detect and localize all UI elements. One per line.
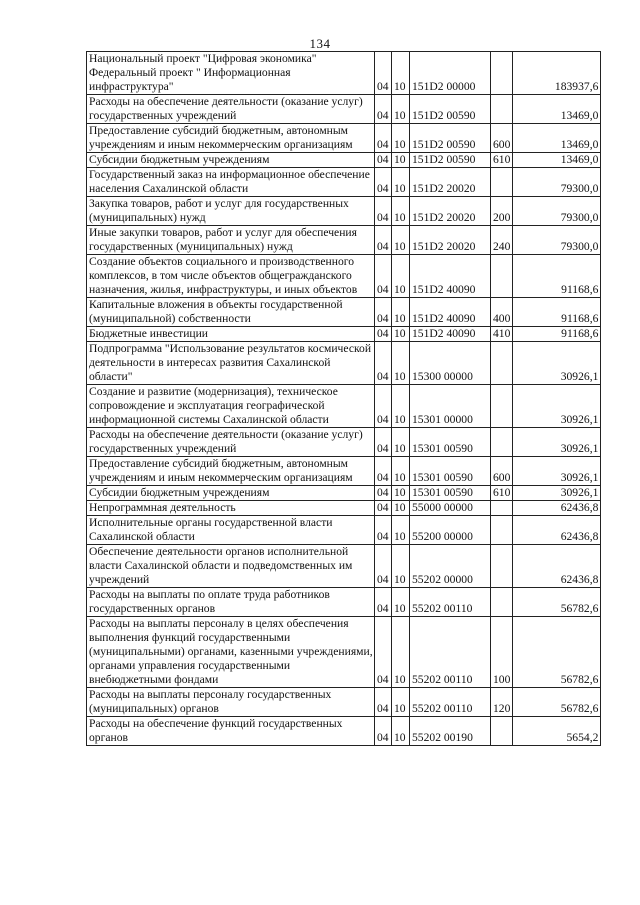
expense-name-cell: Иные закупки товаров, работ и услуг для обеспечения государственных (муниципальных) нужд — [87, 226, 375, 255]
target-article-cell: 151D2 00590 — [410, 124, 491, 153]
amount-cell: 30926,1 — [513, 428, 601, 457]
section-code-cell: 04 — [375, 124, 392, 153]
table-row — [87, 298, 601, 327]
amount-cell: 91168,6 — [513, 298, 601, 327]
table-row — [87, 226, 601, 255]
section-code-cell: 04 — [375, 717, 392, 746]
amount-cell: 91168,6 — [513, 327, 601, 342]
table-row — [87, 428, 601, 457]
expense-type-cell — [491, 501, 513, 516]
expense-type-cell: 120 — [491, 688, 513, 717]
expense-name-cell: Субсидии бюджетным учреждениям — [87, 153, 375, 168]
subsection-code-cell: 10 — [392, 52, 410, 95]
amount-cell: 91168,6 — [513, 255, 601, 298]
subsection-code-cell: 10 — [392, 617, 410, 688]
section-code-cell: 04 — [375, 385, 392, 428]
table-row — [87, 327, 601, 342]
expense-type-cell: 200 — [491, 197, 513, 226]
subsection-code-cell: 10 — [392, 95, 410, 124]
subsection-code-cell: 10 — [392, 298, 410, 327]
subsection-code-cell: 10 — [392, 255, 410, 298]
section-code-cell: 04 — [375, 501, 392, 516]
expense-type-cell — [491, 516, 513, 545]
expense-name-cell: Капитальные вложения в объекты государственной (муниципальной) собственности — [87, 298, 375, 327]
expense-type-cell: 410 — [491, 327, 513, 342]
table-row — [87, 516, 601, 545]
amount-cell: 56782,6 — [513, 588, 601, 617]
table-row — [87, 197, 601, 226]
section-code-cell: 04 — [375, 327, 392, 342]
amount-cell: 79300,0 — [513, 197, 601, 226]
section-code-cell: 04 — [375, 486, 392, 501]
subsection-code-cell: 10 — [392, 197, 410, 226]
target-article-cell: 151D2 20020 — [410, 168, 491, 197]
expense-name-cell: Обеспечение деятельности органов исполнительной власти Сахалинской области и подведомственных им учреждений — [87, 545, 375, 588]
subsection-code-cell: 10 — [392, 226, 410, 255]
target-article-cell: 151D2 40090 — [410, 298, 491, 327]
target-article-cell: 151D2 00590 — [410, 153, 491, 168]
amount-cell: 30926,1 — [513, 457, 601, 486]
expense-type-cell — [491, 255, 513, 298]
subsection-code-cell: 10 — [392, 457, 410, 486]
amount-cell: 30926,1 — [513, 385, 601, 428]
target-article-cell: 15301 00000 — [410, 385, 491, 428]
amount-cell: 30926,1 — [513, 486, 601, 501]
subsection-code-cell: 10 — [392, 168, 410, 197]
expense-name-cell: Предоставление субсидий бюджетным, автономным учреждениям и иным некоммерческим организациям — [87, 457, 375, 486]
section-code-cell: 04 — [375, 197, 392, 226]
subsection-code-cell: 10 — [392, 588, 410, 617]
table-row — [87, 52, 601, 95]
expense-name-cell: Создание и развитие (модернизация), техническое сопровождение и эксплуатация географической информационной системы Сахалинской области — [87, 385, 375, 428]
subsection-code-cell: 10 — [392, 153, 410, 168]
expense-name-cell: Закупка товаров, работ и услуг для государственных (муниципальных) нужд — [87, 197, 375, 226]
target-article-cell: 15301 00590 — [410, 428, 491, 457]
amount-cell: 183937,6 — [513, 52, 601, 95]
expense-name-cell: Расходы на выплаты персоналу государственных (муниципальных) органов — [87, 688, 375, 717]
target-article-cell: 151D2 40090 — [410, 327, 491, 342]
table-row — [87, 342, 601, 385]
table-row — [87, 486, 601, 501]
section-code-cell: 04 — [375, 298, 392, 327]
target-article-cell: 55202 00000 — [410, 545, 491, 588]
expense-type-cell: 100 — [491, 617, 513, 688]
expense-type-cell: 610 — [491, 153, 513, 168]
expense-name-cell: Расходы на обеспечение функций государственных органов — [87, 717, 375, 746]
subsection-code-cell: 10 — [392, 516, 410, 545]
section-code-cell: 04 — [375, 588, 392, 617]
amount-cell: 30926,1 — [513, 342, 601, 385]
table-row — [87, 95, 601, 124]
expense-type-cell: 600 — [491, 124, 513, 153]
section-code-cell: 04 — [375, 457, 392, 486]
page-number: 134 — [309, 36, 331, 51]
section-code-cell: 04 — [375, 226, 392, 255]
expense-type-cell — [491, 168, 513, 197]
target-article-cell: 55202 00110 — [410, 617, 491, 688]
target-article-cell: 151D2 00590 — [410, 95, 491, 124]
subsection-code-cell: 10 — [392, 342, 410, 385]
section-code-cell: 04 — [375, 545, 392, 588]
expense-name-cell: Создание объектов социального и производственного комплексов, в том числе объектов общегражданского назначения, жилья, инфраструктуры, и иных объектов — [87, 255, 375, 298]
subsection-code-cell: 10 — [392, 124, 410, 153]
expense-name-cell: Национальный проект "Цифровая экономика" Федеральный проект " Информационная инфраструктура" — [87, 52, 375, 95]
expense-type-cell — [491, 428, 513, 457]
subsection-code-cell: 10 — [392, 717, 410, 746]
table-row — [87, 457, 601, 486]
amount-cell: 56782,6 — [513, 617, 601, 688]
budget-table-body — [87, 52, 601, 746]
target-article-cell: 15301 00590 — [410, 457, 491, 486]
section-code-cell: 04 — [375, 95, 392, 124]
budget-table — [86, 51, 601, 746]
table-row — [87, 153, 601, 168]
table-row — [87, 124, 601, 153]
table-row — [87, 717, 601, 746]
expense-name-cell: Предоставление субсидий бюджетным, автономным учреждениям и иным некоммерческим организациям — [87, 124, 375, 153]
section-code-cell: 04 — [375, 688, 392, 717]
target-article-cell: 55202 00110 — [410, 588, 491, 617]
target-article-cell: 55000 00000 — [410, 501, 491, 516]
amount-cell: 62436,8 — [513, 501, 601, 516]
target-article-cell: 151D2 40090 — [410, 255, 491, 298]
amount-cell: 62436,8 — [513, 516, 601, 545]
amount-cell: 56782,6 — [513, 688, 601, 717]
subsection-code-cell: 10 — [392, 501, 410, 516]
target-article-cell: 55202 00110 — [410, 688, 491, 717]
table-row — [87, 501, 601, 516]
expense-type-cell: 400 — [491, 298, 513, 327]
amount-cell: 13469,0 — [513, 95, 601, 124]
amount-cell: 5654,2 — [513, 717, 601, 746]
table-row — [87, 168, 601, 197]
table-row — [87, 588, 601, 617]
expense-type-cell: 610 — [491, 486, 513, 501]
subsection-code-cell: 10 — [392, 385, 410, 428]
subsection-code-cell: 10 — [392, 428, 410, 457]
target-article-cell: 151D2 00000 — [410, 52, 491, 95]
target-article-cell: 151D2 20020 — [410, 197, 491, 226]
expense-name-cell: Расходы на обеспечение деятельности (оказание услуг) государственных учреждений — [87, 428, 375, 457]
section-code-cell: 04 — [375, 153, 392, 168]
table-row — [87, 617, 601, 688]
expense-name-cell: Расходы на выплаты по оплате труда работников государственных органов — [87, 588, 375, 617]
section-code-cell: 04 — [375, 342, 392, 385]
table-row — [87, 255, 601, 298]
section-code-cell: 04 — [375, 52, 392, 95]
target-article-cell: 15300 00000 — [410, 342, 491, 385]
expense-type-cell — [491, 545, 513, 588]
amount-cell: 13469,0 — [513, 153, 601, 168]
expense-name-cell: Расходы на выплаты персоналу в целях обеспечения выполнения функций государственными (муниципальными) органами, казенными учреждениями, органами управления государственными внебюджетными фондами — [87, 617, 375, 688]
expense-type-cell: 240 — [491, 226, 513, 255]
subsection-code-cell: 10 — [392, 688, 410, 717]
amount-cell: 79300,0 — [513, 226, 601, 255]
target-article-cell: 15301 00590 — [410, 486, 491, 501]
expense-type-cell — [491, 717, 513, 746]
expense-name-cell: Непрограммная деятельность — [87, 501, 375, 516]
expense-name-cell: Расходы на обеспечение деятельности (оказание услуг) государственных учреждений — [87, 95, 375, 124]
expense-type-cell — [491, 95, 513, 124]
expense-type-cell — [491, 385, 513, 428]
amount-cell: 62436,8 — [513, 545, 601, 588]
section-code-cell: 04 — [375, 255, 392, 298]
expense-name-cell: Подпрограмма "Использование результатов космической деятельности в интересах развития Сахалинской области" — [87, 342, 375, 385]
table-row — [87, 545, 601, 588]
expense-type-cell — [491, 588, 513, 617]
expense-name-cell: Бюджетные инвестиции — [87, 327, 375, 342]
section-code-cell: 04 — [375, 617, 392, 688]
target-article-cell: 55200 00000 — [410, 516, 491, 545]
expense-type-cell — [491, 342, 513, 385]
expense-type-cell — [491, 52, 513, 95]
table-row — [87, 688, 601, 717]
section-code-cell: 04 — [375, 428, 392, 457]
expense-name-cell: Государственный заказ на информационное обеспечение населения Сахалинской области — [87, 168, 375, 197]
amount-cell: 13469,0 — [513, 124, 601, 153]
subsection-code-cell: 10 — [392, 486, 410, 501]
expense-type-cell: 600 — [491, 457, 513, 486]
target-article-cell: 151D2 20020 — [410, 226, 491, 255]
section-code-cell: 04 — [375, 516, 392, 545]
subsection-code-cell: 10 — [392, 327, 410, 342]
amount-cell: 79300,0 — [513, 168, 601, 197]
subsection-code-cell: 10 — [392, 545, 410, 588]
expense-name-cell: Исполнительные органы государственной власти Сахалинской области — [87, 516, 375, 545]
expense-name-cell: Субсидии бюджетным учреждениям — [87, 486, 375, 501]
target-article-cell: 55202 00190 — [410, 717, 491, 746]
section-code-cell: 04 — [375, 168, 392, 197]
table-row — [87, 385, 601, 428]
